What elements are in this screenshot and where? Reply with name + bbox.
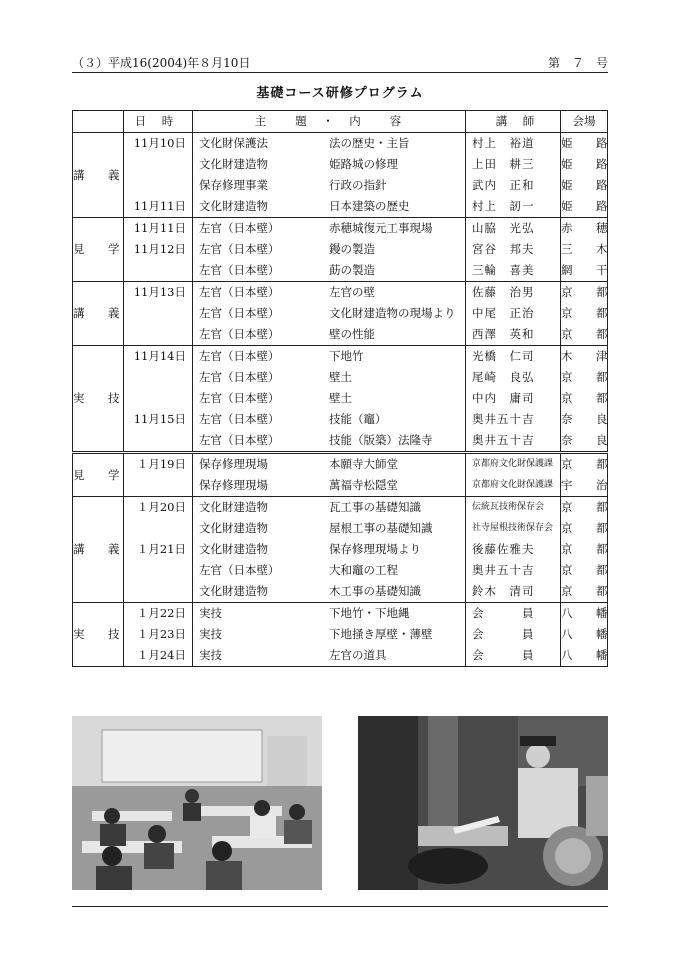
venue-cell: 京 都 bbox=[561, 560, 608, 581]
instructor-cell: 会 員 bbox=[466, 645, 561, 667]
topic-cell: 壁の性能 bbox=[329, 327, 375, 341]
venue-cell: 姫 路 bbox=[561, 154, 608, 175]
issue-date: （３）平成16(2004)年８月10日 bbox=[72, 56, 251, 70]
topic-cell: 行政の指針 bbox=[329, 178, 387, 192]
venue-cell: 京 都 bbox=[561, 497, 608, 519]
page-header bbox=[72, 52, 608, 72]
header-venue: 会場 bbox=[561, 111, 608, 133]
page-title: 基礎コース研修プログラム bbox=[256, 86, 424, 101]
instructor-cell: 上田 耕三 bbox=[466, 154, 561, 175]
table-row bbox=[73, 239, 608, 260]
date-cell: １月21日 bbox=[124, 539, 193, 560]
field-cell: 実技 bbox=[199, 648, 222, 662]
program-table bbox=[72, 110, 614, 667]
date-cell: １月22日 bbox=[124, 603, 193, 625]
date-cell bbox=[124, 475, 193, 497]
topic-cell: 莇の製造 bbox=[329, 263, 375, 277]
field-cell: 左官（日本壁） bbox=[199, 306, 280, 320]
field-cell: 文化財建造物 bbox=[199, 521, 268, 535]
table-row bbox=[73, 453, 608, 476]
instructor-cell: 佐藤 治男 bbox=[466, 282, 561, 304]
date-cell: １月20日 bbox=[124, 497, 193, 519]
issue-number: 第 ７ 号 bbox=[547, 56, 608, 70]
date-cell: 11月15日 bbox=[124, 409, 193, 430]
date-cell: 11月13日 bbox=[124, 282, 193, 304]
date-cell bbox=[124, 303, 193, 324]
topic-cell: 法の歴史・主旨 bbox=[329, 133, 466, 155]
venue-cell: 赤 穂 bbox=[561, 218, 608, 240]
venue-cell: 京 都 bbox=[561, 539, 608, 560]
section-label: 見 学 bbox=[73, 218, 124, 282]
table-row bbox=[73, 196, 608, 218]
header-theme: 主 題 ・ 内 容 bbox=[193, 111, 466, 133]
venue-cell: 姫 路 bbox=[561, 175, 608, 196]
header-rule bbox=[72, 72, 608, 73]
table-row bbox=[73, 581, 608, 603]
topic-cell: 下地竹・下地縄 bbox=[329, 603, 466, 625]
date-cell bbox=[124, 260, 193, 282]
date-cell: 11月12日 bbox=[124, 239, 193, 260]
table-body bbox=[73, 133, 614, 667]
topic-cell: 木工事の基礎知識 bbox=[329, 584, 421, 598]
instructor-cell: 宮谷 邦夫 bbox=[466, 239, 561, 260]
field-cell: 左官（日本壁） bbox=[199, 370, 280, 384]
venue-cell: 八 幡 bbox=[561, 624, 608, 645]
section-label: 実 技 bbox=[73, 346, 124, 453]
topic-cell: 技能（版築）法隆寺 bbox=[329, 433, 433, 447]
date-cell bbox=[124, 324, 193, 346]
field-cell: 左官（日本壁） bbox=[199, 391, 280, 405]
instructor-cell: 光橋 仁司 bbox=[466, 346, 561, 368]
topic-cell: 保存修理現場より bbox=[329, 542, 421, 556]
lecture-room-image bbox=[72, 716, 322, 890]
date-cell: １月19日 bbox=[124, 453, 193, 476]
table-row bbox=[73, 603, 608, 625]
instructor-cell: 社寺屋根技術保存会 bbox=[466, 518, 561, 539]
table-row bbox=[73, 560, 608, 581]
venue-cell: 木 津 bbox=[561, 346, 608, 368]
table-row bbox=[73, 475, 608, 497]
venue-cell: 奈 良 bbox=[561, 430, 608, 453]
table-row bbox=[73, 624, 608, 645]
topic-cell: 日本建築の歴史 bbox=[329, 199, 410, 213]
field-cell: 文化財保護法 bbox=[193, 133, 330, 155]
topic-cell: 壁土 bbox=[329, 370, 352, 384]
topic-cell: 下地掻き厚壁・薄壁 bbox=[329, 627, 433, 641]
table-row bbox=[73, 645, 608, 667]
instructor-cell: 西澤 英和 bbox=[466, 324, 561, 346]
field-cell: 実技 bbox=[193, 603, 330, 625]
field-cell: 保存修理現場 bbox=[193, 453, 330, 476]
venue-cell: 京 都 bbox=[561, 581, 608, 603]
date-cell bbox=[124, 154, 193, 175]
field-cell: 文化財建造物 bbox=[199, 542, 268, 556]
table-row bbox=[73, 324, 608, 346]
field-cell: 文化財建造物 bbox=[193, 497, 330, 519]
instructor-cell: 京都府文化財保護課 bbox=[466, 453, 561, 476]
topic-cell: 技能（竈） bbox=[329, 412, 387, 426]
table-row bbox=[73, 409, 608, 430]
field-cell: 左官（日本壁） bbox=[193, 282, 330, 304]
venue-cell: 京 都 bbox=[561, 453, 608, 476]
date-cell bbox=[124, 367, 193, 388]
footer-rule bbox=[72, 906, 608, 907]
field-cell: 左官（日本壁） bbox=[199, 433, 280, 447]
date-cell bbox=[124, 175, 193, 196]
venue-cell: 姫 路 bbox=[561, 196, 608, 218]
date-cell bbox=[124, 518, 193, 539]
venue-cell: 京 都 bbox=[561, 518, 608, 539]
date-cell: １月24日 bbox=[124, 645, 193, 667]
topic-cell: 萬福寺松隠堂 bbox=[329, 478, 398, 492]
venue-cell: 八 幡 bbox=[561, 645, 608, 667]
lecture-photo bbox=[72, 716, 322, 890]
table-row bbox=[73, 430, 608, 453]
instructor-cell: 中内 庸司 bbox=[466, 388, 561, 409]
date-cell bbox=[124, 581, 193, 603]
section-label: 講 義 bbox=[73, 282, 124, 346]
field-cell: 左官（日本壁） bbox=[193, 346, 330, 368]
topic-cell: 大和竈の工程 bbox=[329, 563, 398, 577]
venue-cell: 京 都 bbox=[561, 324, 608, 346]
venue-cell: 京 都 bbox=[561, 282, 608, 304]
table-row bbox=[73, 260, 608, 282]
venue-cell: 姫 路 bbox=[561, 133, 608, 155]
date-cell bbox=[124, 430, 193, 453]
venue-cell: 京 都 bbox=[561, 367, 608, 388]
header-datetime: 日 時 bbox=[124, 111, 193, 133]
table-row bbox=[73, 218, 608, 240]
date-cell: 11月14日 bbox=[124, 346, 193, 368]
topic-cell: 鏝の製造 bbox=[329, 242, 375, 256]
table-row bbox=[73, 346, 608, 368]
topic-cell: 左官の壁 bbox=[329, 282, 466, 304]
section-label: 講 義 bbox=[73, 497, 124, 603]
topic-cell: 下地竹 bbox=[329, 346, 466, 368]
venue-cell: 京 都 bbox=[561, 303, 608, 324]
table-row bbox=[73, 303, 608, 324]
instructor-cell: 鈴木 清司 bbox=[466, 581, 561, 603]
section-label: 実 技 bbox=[73, 603, 124, 667]
table-row bbox=[73, 154, 608, 175]
venue-cell: 宇 治 bbox=[561, 475, 608, 497]
field-cell: 左官（日本壁） bbox=[199, 412, 280, 426]
table-row bbox=[73, 518, 608, 539]
field-cell: 文化財建造物 bbox=[199, 157, 268, 171]
field-cell: 左官（日本壁） bbox=[193, 218, 330, 240]
topic-cell: 本願寺大師堂 bbox=[329, 453, 466, 476]
date-cell bbox=[124, 388, 193, 409]
topic-cell: 屋根工事の基礎知識 bbox=[329, 521, 433, 535]
topic-cell: 瓦工事の基礎知識 bbox=[329, 497, 466, 519]
field-cell: 左官（日本壁） bbox=[199, 263, 280, 277]
table-header-row bbox=[73, 111, 608, 133]
field-cell: 左官（日本壁） bbox=[199, 327, 280, 341]
section-label: 見 学 bbox=[73, 453, 124, 497]
venue-cell: 奈 良 bbox=[561, 409, 608, 430]
table-row bbox=[73, 497, 608, 519]
field-cell: 保存修理現場 bbox=[199, 478, 268, 492]
date-cell: 11月11日 bbox=[124, 196, 193, 218]
workshop-photo bbox=[358, 716, 608, 890]
instructor-cell: 三輪 喜美 bbox=[466, 260, 561, 282]
field-cell: 文化財建造物 bbox=[199, 199, 268, 213]
field-cell: 左官（日本壁） bbox=[199, 242, 280, 256]
instructor-cell: 伝統瓦技術保存会 bbox=[466, 497, 561, 519]
venue-cell: 網 干 bbox=[561, 260, 608, 282]
table-row bbox=[73, 367, 608, 388]
field-cell: 文化財建造物 bbox=[199, 584, 268, 598]
topic-cell: 文化財建造物の現場より bbox=[329, 306, 456, 320]
instructor-cell: 武内 正和 bbox=[466, 175, 561, 196]
instructor-cell: 京都府文化財保護課 bbox=[466, 475, 561, 497]
instructor-cell: 奥井五十吉 bbox=[466, 560, 561, 581]
header-instructor: 講 師 bbox=[466, 111, 561, 133]
instructor-cell: 山脇 光弘 bbox=[466, 218, 561, 240]
topic-cell: 壁土 bbox=[329, 391, 352, 405]
header-section bbox=[73, 111, 124, 133]
date-cell: 11月10日 bbox=[124, 133, 193, 155]
field-cell: 左官（日本壁） bbox=[199, 563, 280, 577]
venue-cell: 三 木 bbox=[561, 239, 608, 260]
table-row bbox=[73, 388, 608, 409]
instructor-cell: 中尾 正治 bbox=[466, 303, 561, 324]
topic-cell: 姫路城の修理 bbox=[329, 157, 398, 171]
field-cell: 実技 bbox=[199, 627, 222, 641]
instructor-cell: 尾崎 良弘 bbox=[466, 367, 561, 388]
instructor-cell: 村上 裕道 bbox=[466, 133, 561, 155]
section-label: 講 義 bbox=[73, 133, 124, 218]
instructor-cell: 会 員 bbox=[466, 603, 561, 625]
instructor-cell: 村上 訒一 bbox=[466, 196, 561, 218]
venue-cell: 八 幡 bbox=[561, 603, 608, 625]
date-cell: 11月11日 bbox=[124, 218, 193, 240]
table-row bbox=[73, 175, 608, 196]
instructor-cell: 会 員 bbox=[466, 624, 561, 645]
venue-cell: 京 都 bbox=[561, 388, 608, 409]
table-row bbox=[73, 133, 608, 155]
table-row bbox=[73, 539, 608, 560]
date-cell bbox=[124, 560, 193, 581]
field-cell: 保存修理事業 bbox=[199, 178, 268, 192]
instructor-cell: 後藤佐雅夫 bbox=[466, 539, 561, 560]
topic-cell: 左官の道具 bbox=[329, 648, 387, 662]
instructor-cell: 奥井五十吉 bbox=[466, 430, 561, 453]
forge-work-image bbox=[358, 716, 608, 890]
table-row bbox=[73, 282, 608, 304]
date-cell: １月23日 bbox=[124, 624, 193, 645]
instructor-cell: 奥井五十吉 bbox=[466, 409, 561, 430]
topic-cell: 赤穂城復元工事現場 bbox=[329, 218, 466, 240]
